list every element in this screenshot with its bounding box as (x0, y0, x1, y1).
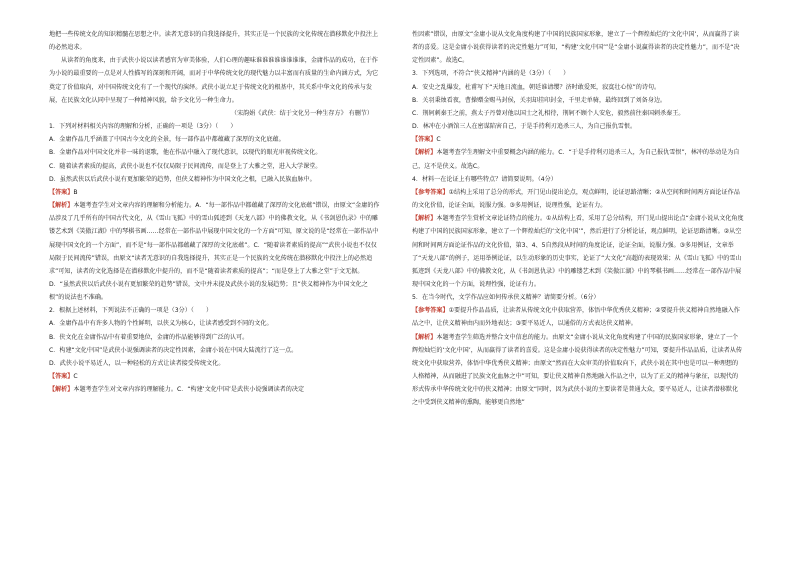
left-column (49, 28, 381, 552)
answer-value: ①结构上采用了总分的形式，开门见山提出论点，观点鲜明，论证思路清晰；②从空间和时间两方面论证作品的文化价值，论证全面，说服力强。③多用例证，说理性强，论证有力。 (412, 188, 740, 210)
answer-value: ①要提升作品品质，让读者从传统文化中获取营养，体悟中华优秀侠义精神；②要提升侠义精神自然地融入作品之中，让侠义精神由内而外地表达；③要平易近人，以通俗的方式表达侠义精神。 (412, 307, 740, 328)
explanation-text: 本题考查学生理解文中重要概念内涵的能力。C．“于是手持利刃追杀三人，为自己报仇雪恨”，林冲的举动是为自己，这不是侠义。故选C。 (412, 149, 740, 170)
option-2c: C．构建“文化中国”是武侠小说强调读者的决定性因素，金庸小说在中国大陆流行了这一点。 (49, 346, 298, 354)
question-4: 4．材料一在论证上有哪些特点？请简要说明。（4分） (412, 175, 557, 183)
question-5: 5．在当今时代，文学作品应如何传承侠义精神？请简要分析。（6分） (412, 294, 600, 302)
passage-paragraph: 地把一些传统文化的知识精髓在思想之中。读者无意识的自我选择提升，其实正是一个民族的文化传统在潜移默化中投注上的必然追求。 (49, 31, 379, 52)
explanation-label: 【解析】 (49, 386, 74, 394)
answer-value: C (436, 136, 441, 144)
answer-label: 【答案】 (49, 188, 74, 196)
option-3b: B．关羽秉烛看夜，曹操赠金赐马封侯，关羽却挂印封金，千里走单骑，最终回到了刘备身边。 (412, 96, 667, 104)
answer-label: 【答案】 (49, 373, 74, 381)
option-1c: C．随着读者素质的提高，武侠小说也不仅仅局限于民间流传，而是登上了大雅之堂，进入大学课堂。 (49, 162, 322, 170)
passage-paragraph: 从读者的角度来，由于武侠小说以读者感官为审美体验，人们心理的趣味谁谁谁谁谁谁谁谁，金庸作品的成功，在于作为小说的最重要的一点是对人性描写的深刻和开阔，而对于中华传统文化的现代魅力以丰富而有质量的生命内涵方式，为它奠定了价值取向，对中国传统文化有了一个现代的演绎。武侠小说立足于传统文化的根基中，其关系中华文化的传承与发展，在民族文化认同中呈现了一种精神风貌，给予文化另一种生命力。 (49, 57, 379, 104)
option-2b: B．侠文化在金庸作品中有着重要地位，金庸的作品能够得到广泛的认可。 (49, 333, 249, 341)
explanation-text: 本题考查学生对文章内容的理解能力。C．“构建‘文化中国’是武侠小说强调读者的决定 (73, 386, 305, 394)
option-1b: B．金庸作品对中国文化并非一味的讴歌，他在作品中融入了现代意识，以现代的眼光审视传统文化。 (49, 149, 322, 157)
answer-label: 【参考答案】 (412, 307, 449, 315)
passage-source: （宋韵娟《武侠：结于文化另一种生存方》 有删节） (230, 109, 373, 117)
explanation-1 (49, 199, 381, 304)
answer-4 (412, 186, 744, 212)
right-column (412, 28, 744, 552)
answer-value: C (73, 373, 78, 381)
option-1d: D．虽然武侠以后武侠小说有更加繁荣的趋势，但侠义精神作为中国文化之根，已融入民族血脉中。 (49, 175, 316, 183)
explanation-label: 【解析】 (412, 149, 437, 157)
answer-label: 【答案】 (412, 136, 437, 144)
option-3a: A．安史之乱爆发，杜甫写下“天地日流血，朝廷谁请缨？济时敢爱死，寂寞壮心惊”的诗句。 (412, 83, 661, 91)
question-1: 1．下列对材料相关内容的理解和分析，正确的一项是（3分）（ ） (49, 123, 237, 131)
answer-3 (412, 133, 744, 146)
answer-1 (49, 186, 381, 199)
explanation-label: 【解析】 (49, 202, 74, 210)
option-3d: D．林冲在小酒馆三人在密谋陷害自己，于是手持利刃追杀三人，为自己报仇雪恨。 (412, 123, 637, 131)
explanation-label: 【解析】 (412, 215, 437, 223)
answer-2 (49, 370, 381, 383)
explanation-2-continued: 性因素”错误，由原文“金庸小说从文化角度构建了中国的民族国家形象，建立了一个辉煌灿烂的‘文化中国’，从而赢得了读者的喜爱。这是金庸小说获得读者的决定性魅力”可知，“构建‘文化中国’”是“金庸小说赢得读者的决定性魅力”，而不是“决定性因素”。故选C。 (412, 31, 740, 65)
answer-5 (412, 304, 744, 330)
question-2: 2．根据上述材料，下列说法不正确的一项是（3分）（ ） (49, 307, 213, 315)
answer-label: 【参考答案】 (412, 188, 449, 196)
explanation-3 (412, 146, 744, 172)
answer-value: B (73, 188, 78, 196)
explanation-5 (412, 331, 744, 410)
explanation-text: 本题考查学生对文章内容的理解和分析能力。A．“每一部作品中都蕴藏了深厚的文化底蕴”错误，由原文“金庸的作品涉及了几乎所有的中国古代文化，从《雪山飞狐》中的雪山狐迹到《天龙八部》中的佛教文化，从《书剑恩仇录》中的雕镂艺术到《笑傲江湖》中的琴棋书画……经常在一部作品中展现中国文化的一个方面”可知，原文说的是“经常在一部作品中展现中国文化的一个方面”，而不是“每一部作品都蕴藏了深厚的文化底蕴”。C．“随着读者素质的提高”“武侠小说也不仅仅局限于民间流传”错误，由原文“读者无意识的自我选择提升，其实正是一个民族的文化传统在潜移默化中投注上的必然追求”可知，读者的文化选择是在潜移默化中提升的，而不是“随着读者素质的提高”；“而是登上了大雅之堂”于文无据。D．“虽然武侠以后武侠小说有更加繁荣的趋势”错误，文中并未提及武侠小说的发展趋势；且“侠义精神作为中国文化之根”的说法也不准确。 (49, 202, 380, 302)
option-3c: C．荆轲刺秦王之前，燕太子丹曾对他以国士之礼相待，荆轲不顾个人安危，毅然前往秦国刺杀秦王。 (412, 109, 685, 117)
explanation-2 (49, 383, 381, 396)
option-1a: A．金庸作品几乎涵盖了中国古今文化的全景，每一部作品中都蕴藏了深厚的文化底蕴。 (49, 136, 285, 144)
option-2d: D．武侠小说平易近人，以一种轻松的方式让读者接受传统文化。 (49, 359, 225, 367)
explanation-label: 【解析】 (412, 333, 437, 341)
option-2a: A．金庸作品中有许多人物的个性鲜明，以侠义为核心，让读者感受到不同的文化。 (49, 320, 273, 328)
question-3: 3．下列选项，不符合“侠义精神”内涵的是（3分）（ ） (412, 70, 570, 78)
explanation-text: 本题考查学生赏析文章论证特点的能力。①从结构上看，采用了总分结构，开门见山提出论点“金庸小说从文化角度构建了中国的民族国家形象，建立了一个辉煌灿烂的‘文化中国’”，然后进行了分析论证，观点鲜明，论证思路清晰。②从空间和时间两方面论证作品的文化价值，第3、4、5自然段从时间的角度论证，论证全面，说服力强。③多用例证，文章举了“天龙八部”的例子，运用举例论证，以生动形象的历史事实，论证了“大文化”高超的表现效果；从《雪山飞狐》中的雪山狐迹到《天龙八部》中的佛教文化，从《书剑恩仇录》中的雕镂艺术到《笑傲江湖》中的琴棋书画……经常在一部作品中展现中国文化的一个方面，说理性强，论证有力。 (412, 215, 744, 288)
explanation-4 (412, 212, 744, 291)
explanation-text: 本题考查学生筛选并整合文中信息的能力。由原文“金庸小说从文化角度构建了中国的民族国家形象，建立了一个辉煌灿烂的‘文化中国’，从而赢得了读者的喜爱。这是金庸小说获得读者的决定性魅力”可知，要提升作品品质，让读者从传统文化中获取营养，体悟中华优秀侠义精神；由原文“然而在大众审美的价值取向下，武侠小说在其中也是可以一种理想的人格精神，从而融进了民族文化血脉之中”可知，要让侠义精神自然地融入作品之中，以为了正义的精神与象征，以现代的形式传承中华传统文化中的侠义精神；由原文“同时，因为武侠小说的主要读者是普通大众，要平易近人，让读者潜移默化之中受到侠义精神的熏陶，能够更自然地” (412, 333, 742, 407)
